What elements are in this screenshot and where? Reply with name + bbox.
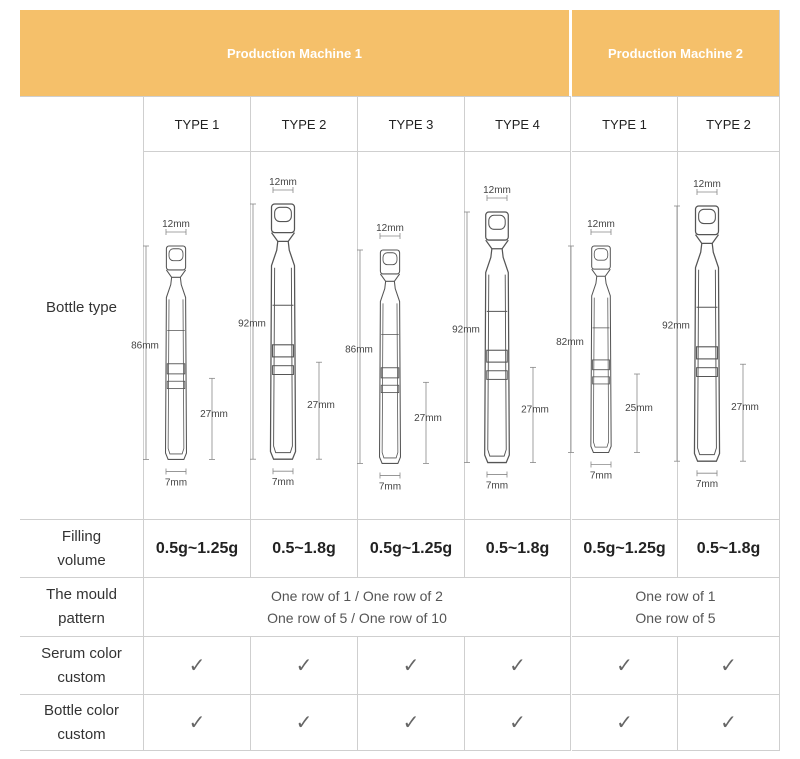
filling-volume-value: 0.5~1.8g — [485, 539, 550, 557]
label-line: custom — [57, 725, 106, 743]
bottle-drawing — [270, 204, 295, 459]
height-label: 82mm — [556, 337, 584, 349]
type-header: TYPE 2 — [281, 116, 327, 132]
bottle-color-check: ✓ — [295, 712, 313, 734]
bottle-color-check: ✓ — [402, 712, 420, 734]
bottle-drawing — [380, 250, 401, 463]
serum-color-check: ✓ — [402, 655, 420, 677]
bottom-width-label: 7mm — [271, 477, 295, 489]
bottom-width-label: 7mm — [378, 481, 402, 493]
bottle-drawing — [591, 246, 611, 452]
height-label: 92mm — [662, 320, 690, 332]
type-header: TYPE 3 — [388, 116, 434, 132]
bottom-section-label: 27mm — [731, 402, 759, 414]
top-width-label: 12mm — [162, 219, 190, 230]
serum-color-check: ✓ — [509, 655, 526, 677]
top-width-label: 12mm — [376, 223, 404, 234]
filling-volume-value: 0.5g~1.25g — [155, 539, 239, 557]
bottle-color-check: ✓ — [616, 712, 633, 734]
height-label: 92mm — [452, 324, 480, 336]
bottom-section-label: 27mm — [200, 408, 228, 420]
filling-volume-value: 0.5~1.8g — [272, 539, 336, 557]
label-line: The mould — [46, 586, 117, 603]
mould-line: One row of 5 / One row of 10 — [267, 610, 447, 626]
label-line: Filling — [61, 527, 102, 545]
filling-volume-value: 0.5g~1.25g — [583, 539, 666, 557]
row-label-bottle-type: Bottle type — [20, 97, 143, 519]
filling-volume-value: 0.5~1.8g — [696, 539, 761, 557]
bottle-color-check: ✓ — [720, 712, 737, 734]
mould-line: One row of 5 — [635, 610, 716, 626]
label-line: custom — [57, 668, 106, 686]
bottle-drawing — [485, 212, 510, 463]
bottom-section-label: 27mm — [307, 400, 335, 412]
machine-1-header: Production Machine 1 — [20, 10, 569, 96]
type-header: TYPE 1 — [174, 116, 220, 132]
height-label: 86mm — [131, 340, 159, 352]
bottom-width-label: 7mm — [164, 477, 188, 489]
spec-table — [20, 10, 780, 751]
label-line: Serum color — [41, 644, 122, 662]
bottle-color-check: ✓ — [509, 712, 526, 734]
serum-color-check: ✓ — [720, 655, 737, 677]
type-header: TYPE 4 — [495, 116, 540, 132]
top-width-label: 12mm — [269, 177, 297, 188]
type-header: TYPE 2 — [706, 116, 751, 132]
label-line: volume — [57, 551, 106, 569]
bottom-section-label: 25mm — [625, 403, 653, 415]
top-width-label: 12mm — [587, 219, 615, 230]
height-label: 92mm — [238, 318, 266, 330]
label-line: pattern — [58, 610, 105, 627]
top-width-label: 12mm — [693, 179, 721, 190]
bottom-section-label: 27mm — [521, 404, 549, 416]
mould-pattern-machine-2 — [572, 578, 779, 636]
bottle-drawing — [694, 206, 719, 461]
bottom-section-label: 27mm — [414, 412, 442, 424]
mould-line: One row of 1 — [635, 588, 716, 604]
machine-2-header: Production Machine 2 — [571, 10, 780, 96]
top-width-label: 12mm — [483, 185, 511, 196]
bottom-width-label: 7mm — [695, 479, 719, 491]
mould-line: One row of 1 / One row of 2 — [271, 588, 443, 604]
serum-color-check: ✓ — [616, 655, 633, 677]
bottle-color-check: ✓ — [188, 712, 206, 734]
bottle-drawing — [166, 246, 187, 459]
type-header: TYPE 1 — [602, 116, 647, 132]
bottom-width-label: 7mm — [589, 470, 613, 482]
serum-color-check: ✓ — [188, 655, 206, 677]
serum-color-check: ✓ — [295, 655, 313, 677]
mould-pattern-machine-1 — [144, 578, 570, 636]
filling-volume-value: 0.5g~1.25g — [369, 539, 453, 557]
height-label: 86mm — [345, 344, 373, 356]
label-line: Bottle color — [43, 701, 120, 719]
bottom-width-label: 7mm — [485, 480, 509, 492]
